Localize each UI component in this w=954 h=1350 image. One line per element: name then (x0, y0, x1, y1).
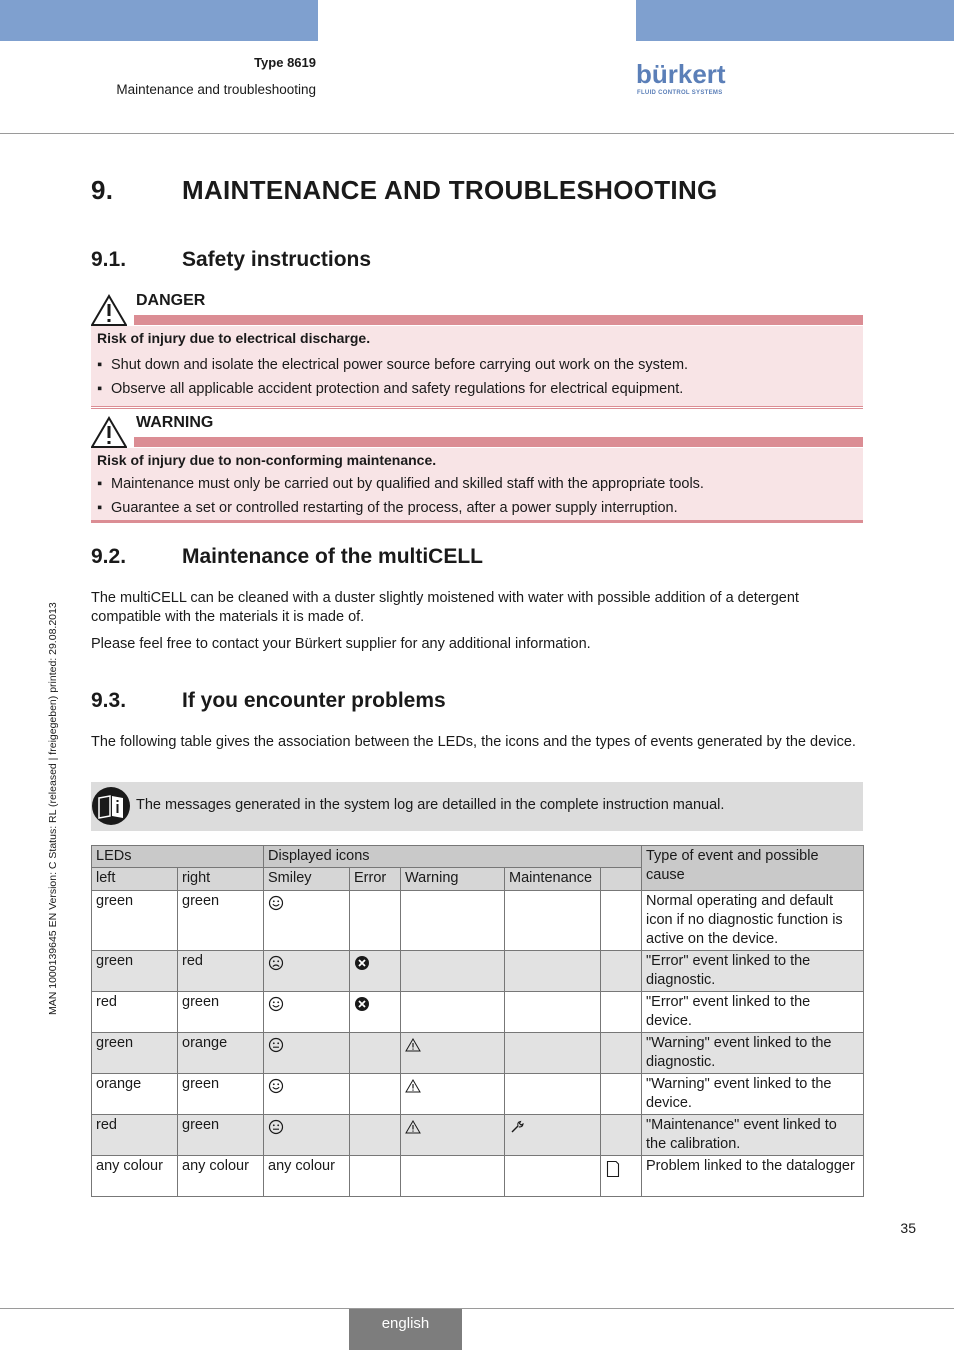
section-heading-9-2 (91, 545, 483, 569)
logo-sub: FLUID CONTROL SYSTEMS (637, 90, 723, 96)
section-heading-9-3 (91, 689, 446, 713)
section-number: 9.1. (91, 248, 127, 271)
cell-error (350, 1115, 401, 1156)
doc-type: Type 8619 (254, 55, 316, 70)
cell-led-right: red (178, 951, 264, 992)
cell-led-left: green (92, 1033, 178, 1074)
cell-error (350, 891, 401, 951)
table-row (92, 1156, 864, 1197)
note-text: The messages generated in the system log are detailled in the complete instruction manual. (136, 797, 725, 813)
cell-maintenance (505, 1115, 601, 1156)
doc-subtitle: Maintenance and troubleshooting (116, 82, 316, 97)
warning-triangle-icon (91, 416, 127, 448)
happy-icon (268, 1078, 284, 1094)
error-icon (354, 955, 370, 971)
danger-item: ▪ Shut down and isolate the electrical power source before carrying out work on the system. (97, 357, 689, 373)
warning-item: ▪ Maintenance must only be carried out by qualified and skilled staff with the appropriate tools. (97, 476, 704, 492)
info-note (91, 782, 863, 831)
cell-error (350, 992, 401, 1033)
warning-icon (405, 1078, 421, 1094)
chapter-title (91, 175, 718, 206)
danger-label: DANGER (136, 292, 206, 309)
happy-icon (268, 895, 284, 911)
warning-icon (405, 1037, 421, 1053)
section-title: If you encounter problems (182, 689, 446, 712)
cell-smiley (264, 1033, 350, 1074)
cell-warning (401, 1115, 505, 1156)
cell-cause: Problem linked to the datalogger (642, 1156, 864, 1197)
cell-error (350, 1074, 401, 1115)
paragraph: The multiCELL can be cleaned with a duster slightly moistened with water with possible addition of a detergent compatible with the materials it is made of. (91, 590, 799, 625)
card-icon (605, 1160, 621, 1178)
cell-led-left: green (92, 951, 178, 992)
cell-maintenance (505, 951, 601, 992)
cell-maintenance (505, 992, 601, 1033)
cell-error (350, 1033, 401, 1074)
cell-warning (401, 951, 505, 992)
cell-extra (601, 1033, 642, 1074)
warning-bar (134, 437, 863, 447)
cell-maintenance (505, 891, 601, 951)
cell-maintenance (505, 1156, 601, 1197)
cell-error (350, 1156, 401, 1197)
burkert-logo (636, 58, 736, 96)
cell-led-right: green (178, 1115, 264, 1156)
cell-led-left: green (92, 891, 178, 951)
th-left: left (92, 868, 178, 891)
cell-led-right: any colour (178, 1156, 264, 1197)
cell-smiley (264, 891, 350, 951)
cell-cause: "Error" event linked to the diagnostic. (642, 951, 864, 992)
cell-extra (601, 951, 642, 992)
cell-warning (401, 1074, 505, 1115)
cell-maintenance (505, 1033, 601, 1074)
side-print-info: MAN 1000139645 EN Version: C Status: RL (released | freigegeben) printed: 29.08.2013 (47, 602, 59, 1015)
table-row (92, 1033, 864, 1074)
th-warning: Warning (401, 868, 505, 891)
table-row (92, 992, 864, 1033)
th-right: right (178, 868, 264, 891)
cell-led-left: orange (92, 1074, 178, 1115)
cell-led-right: green (178, 891, 264, 951)
th-icons: Displayed icons (264, 846, 642, 868)
cell-extra (601, 1074, 642, 1115)
sad-icon (268, 955, 284, 971)
th-leds: LEDs (92, 846, 264, 868)
cell-smiley: any colour (264, 1156, 350, 1197)
cell-smiley (264, 1074, 350, 1115)
cell-smiley (264, 1115, 350, 1156)
cell-error (350, 951, 401, 992)
cell-led-right: orange (178, 1033, 264, 1074)
danger-item: ▪ Observe all applicable accident protection and safety regulations for electrical equipment. (97, 381, 684, 397)
warning-icon (405, 1119, 421, 1135)
cell-led-left: red (92, 992, 178, 1033)
footer-rule (0, 1308, 954, 1309)
table-row (92, 891, 864, 951)
cell-cause: Normal operating and default icon if no diagnostic function is active on the device. (642, 891, 864, 951)
paragraph: The following table gives the association between the LEDs, the icons and the types of events generated by the device. (91, 734, 856, 750)
cell-smiley (264, 951, 350, 992)
cell-led-left: any colour (92, 1156, 178, 1197)
warning-label: WARNING (136, 414, 214, 431)
cell-extra (601, 891, 642, 951)
cell-warning (401, 1033, 505, 1074)
danger-risk: Risk of injury due to electrical discharge. (97, 330, 371, 346)
warning-box (91, 416, 863, 524)
cell-extra (601, 1115, 642, 1156)
header-rule (0, 133, 954, 134)
cell-cause: "Warning" event linked to the device. (642, 1074, 864, 1115)
cell-cause: "Warning" event linked to the diagnostic. (642, 1033, 864, 1074)
header-bar-left (0, 0, 318, 41)
table-row (92, 1115, 864, 1156)
language-tab: english (349, 1309, 462, 1350)
cell-warning (401, 891, 505, 951)
cell-cause: "Error" event linked to the device. (642, 992, 864, 1033)
table-row (92, 1074, 864, 1115)
chapter-number: 9. (91, 175, 114, 205)
warning-item: ▪ Guarantee a set or controlled restarting of the process, after a power supply interruption. (97, 500, 678, 516)
cell-extra (601, 1156, 642, 1197)
neutral-icon (268, 1119, 284, 1135)
manual-info-icon (91, 786, 131, 826)
event-table (91, 845, 864, 1197)
paragraph: Please feel free to contact your Bürkert supplier for any additional information. (91, 636, 591, 652)
section-heading-9-1 (91, 248, 371, 272)
th-smiley: Smiley (264, 868, 350, 891)
page-number: 35 (900, 1220, 916, 1236)
section-number: 9.3. (91, 689, 127, 712)
wrench-icon (509, 1119, 525, 1135)
cell-led-left: red (92, 1115, 178, 1156)
cell-led-right: green (178, 1074, 264, 1115)
cell-led-right: green (178, 992, 264, 1033)
chapter-title-text: MAINTENANCE AND TROUBLESHOOTING (182, 175, 718, 205)
logo-text: bürkert (636, 59, 726, 89)
th-type: Type of event and possible cause (642, 846, 864, 891)
cell-cause: "Maintenance" event linked to the calibration. (642, 1115, 864, 1156)
warning-risk: Risk of injury due to non-conforming maintenance. (97, 452, 437, 468)
neutral-icon (268, 1037, 284, 1053)
danger-bar (134, 315, 863, 325)
section-number: 9.2. (91, 545, 127, 568)
section-title: Safety instructions (182, 248, 372, 271)
th-error: Error (350, 868, 401, 891)
th-extra (601, 868, 642, 891)
danger-box (91, 294, 863, 410)
th-maintenance: Maintenance (505, 868, 601, 891)
section-title: Maintenance of the multiCELL (182, 545, 484, 568)
table-row (92, 951, 864, 992)
cell-extra (601, 992, 642, 1033)
cell-warning (401, 992, 505, 1033)
cell-smiley (264, 992, 350, 1033)
warning-triangle-icon (91, 294, 127, 326)
happy-icon (268, 996, 284, 1012)
cell-warning (401, 1156, 505, 1197)
header-bar-right (636, 0, 954, 41)
error-icon (354, 996, 370, 1012)
cell-maintenance (505, 1074, 601, 1115)
